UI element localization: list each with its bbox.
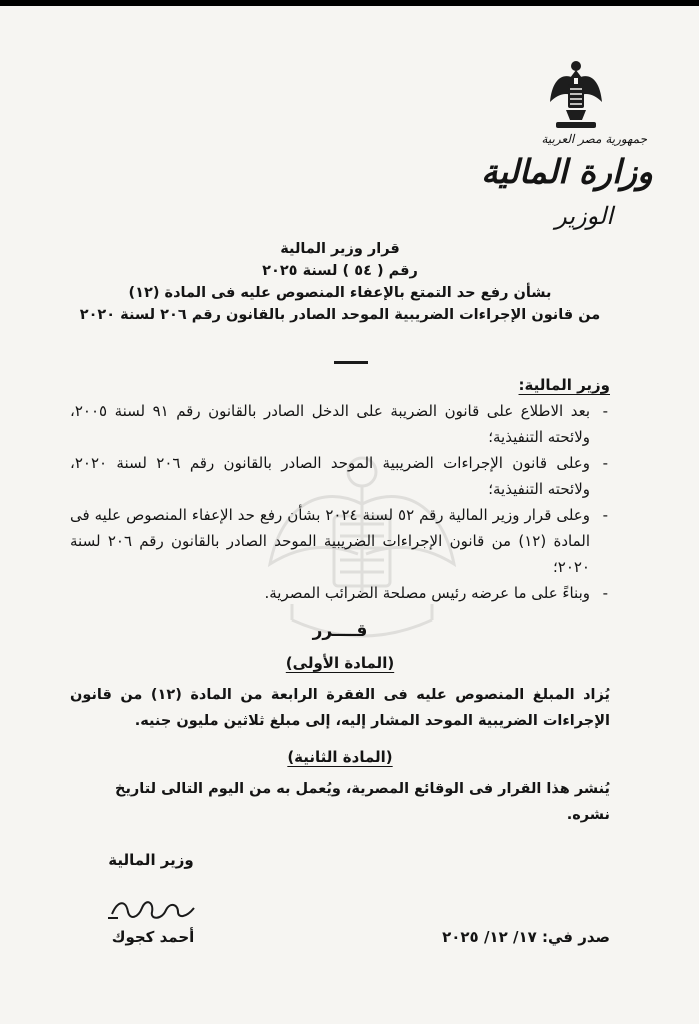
title-line-3: بشأن رفع حد التمتع بالإعفاء المنصوص عليه فى المادة (١٢) bbox=[128, 285, 552, 301]
title-line-2: رقم ( ٥٤ ) لسنة ٢٠٢٥ bbox=[262, 263, 418, 279]
issue-date: صدر في: ١٧/ ١٢/ ٢٠٢٥ bbox=[442, 928, 610, 946]
egypt-eagle-emblem-icon bbox=[548, 58, 604, 134]
title-line-1: قرار وزير المالية bbox=[280, 241, 400, 257]
recital-item: - وعلى قرار وزير المالية رقم ٥٢ لسنة ٢٠٢٤ بشأن رفع حد الإعفاء المنصوص عليه فى المادة (١٢) من قانون الإجراءات الضريبية الموحد الصادر بالقانون رقم ٢٠٦ لسنة ٢٠٢٠؛ bbox=[70, 502, 610, 580]
decree-body bbox=[70, 372, 610, 828]
signatory-name: أحمد كجوك bbox=[111, 928, 195, 946]
decree-title bbox=[60, 238, 620, 326]
title-line-4: من قانون الإجراءات الضريبية الموحد الصادر بالقانون رقم ٢٠٦ لسنة ٢٠٢٠ bbox=[79, 307, 601, 323]
recital-item: - وبناءً على ما عرضه رئيس مصلحة الضرائب المصرية. bbox=[70, 580, 610, 606]
minister-label: الوزير bbox=[555, 202, 613, 230]
article-1-heading: (المادة الأولى) bbox=[285, 654, 395, 672]
document-page bbox=[0, 6, 699, 1024]
handwritten-signature-icon bbox=[104, 890, 204, 926]
republic-name: جمهورية مصر العربية bbox=[541, 132, 647, 146]
signatory-title: وزير المالية bbox=[108, 851, 194, 869]
recitals-list bbox=[70, 398, 610, 606]
ministry-name: وزارة المالية bbox=[481, 152, 653, 191]
recital-item: - بعد الاطلاع على قانون الضريبة على الدخل الصادر بالقانون رقم ٩١ لسنة ٢٠٠٥، ولائحته التنفيذية؛ bbox=[70, 398, 610, 450]
preamble-heading: وزير المالية: bbox=[518, 376, 610, 394]
article-2-heading: (المادة الثانية) bbox=[287, 748, 393, 766]
article-1-text: يُزاد المبلغ المنصوص عليه فى الفقرة الرابعة من المادة (١٢) من قانون الإجراءات الضريبية الموحد المشار إليه، إلى مبلغ ثلاثين مليون جنيه. bbox=[70, 687, 610, 729]
title-divider bbox=[334, 361, 368, 364]
recital-item: - وعلى قانون الإجراءات الضريبية الموحد الصادر بالقانون رقم ٢٠٦ لسنة ٢٠٢٠، ولائحته التنفيذية؛ bbox=[70, 450, 610, 502]
article-2-text: يُنشر هذا القرار فى الوقائع المصرية، ويُعمل به من اليوم التالى لتاريخ نشره. bbox=[115, 781, 610, 823]
decision-heading: قــــرر bbox=[312, 621, 368, 641]
